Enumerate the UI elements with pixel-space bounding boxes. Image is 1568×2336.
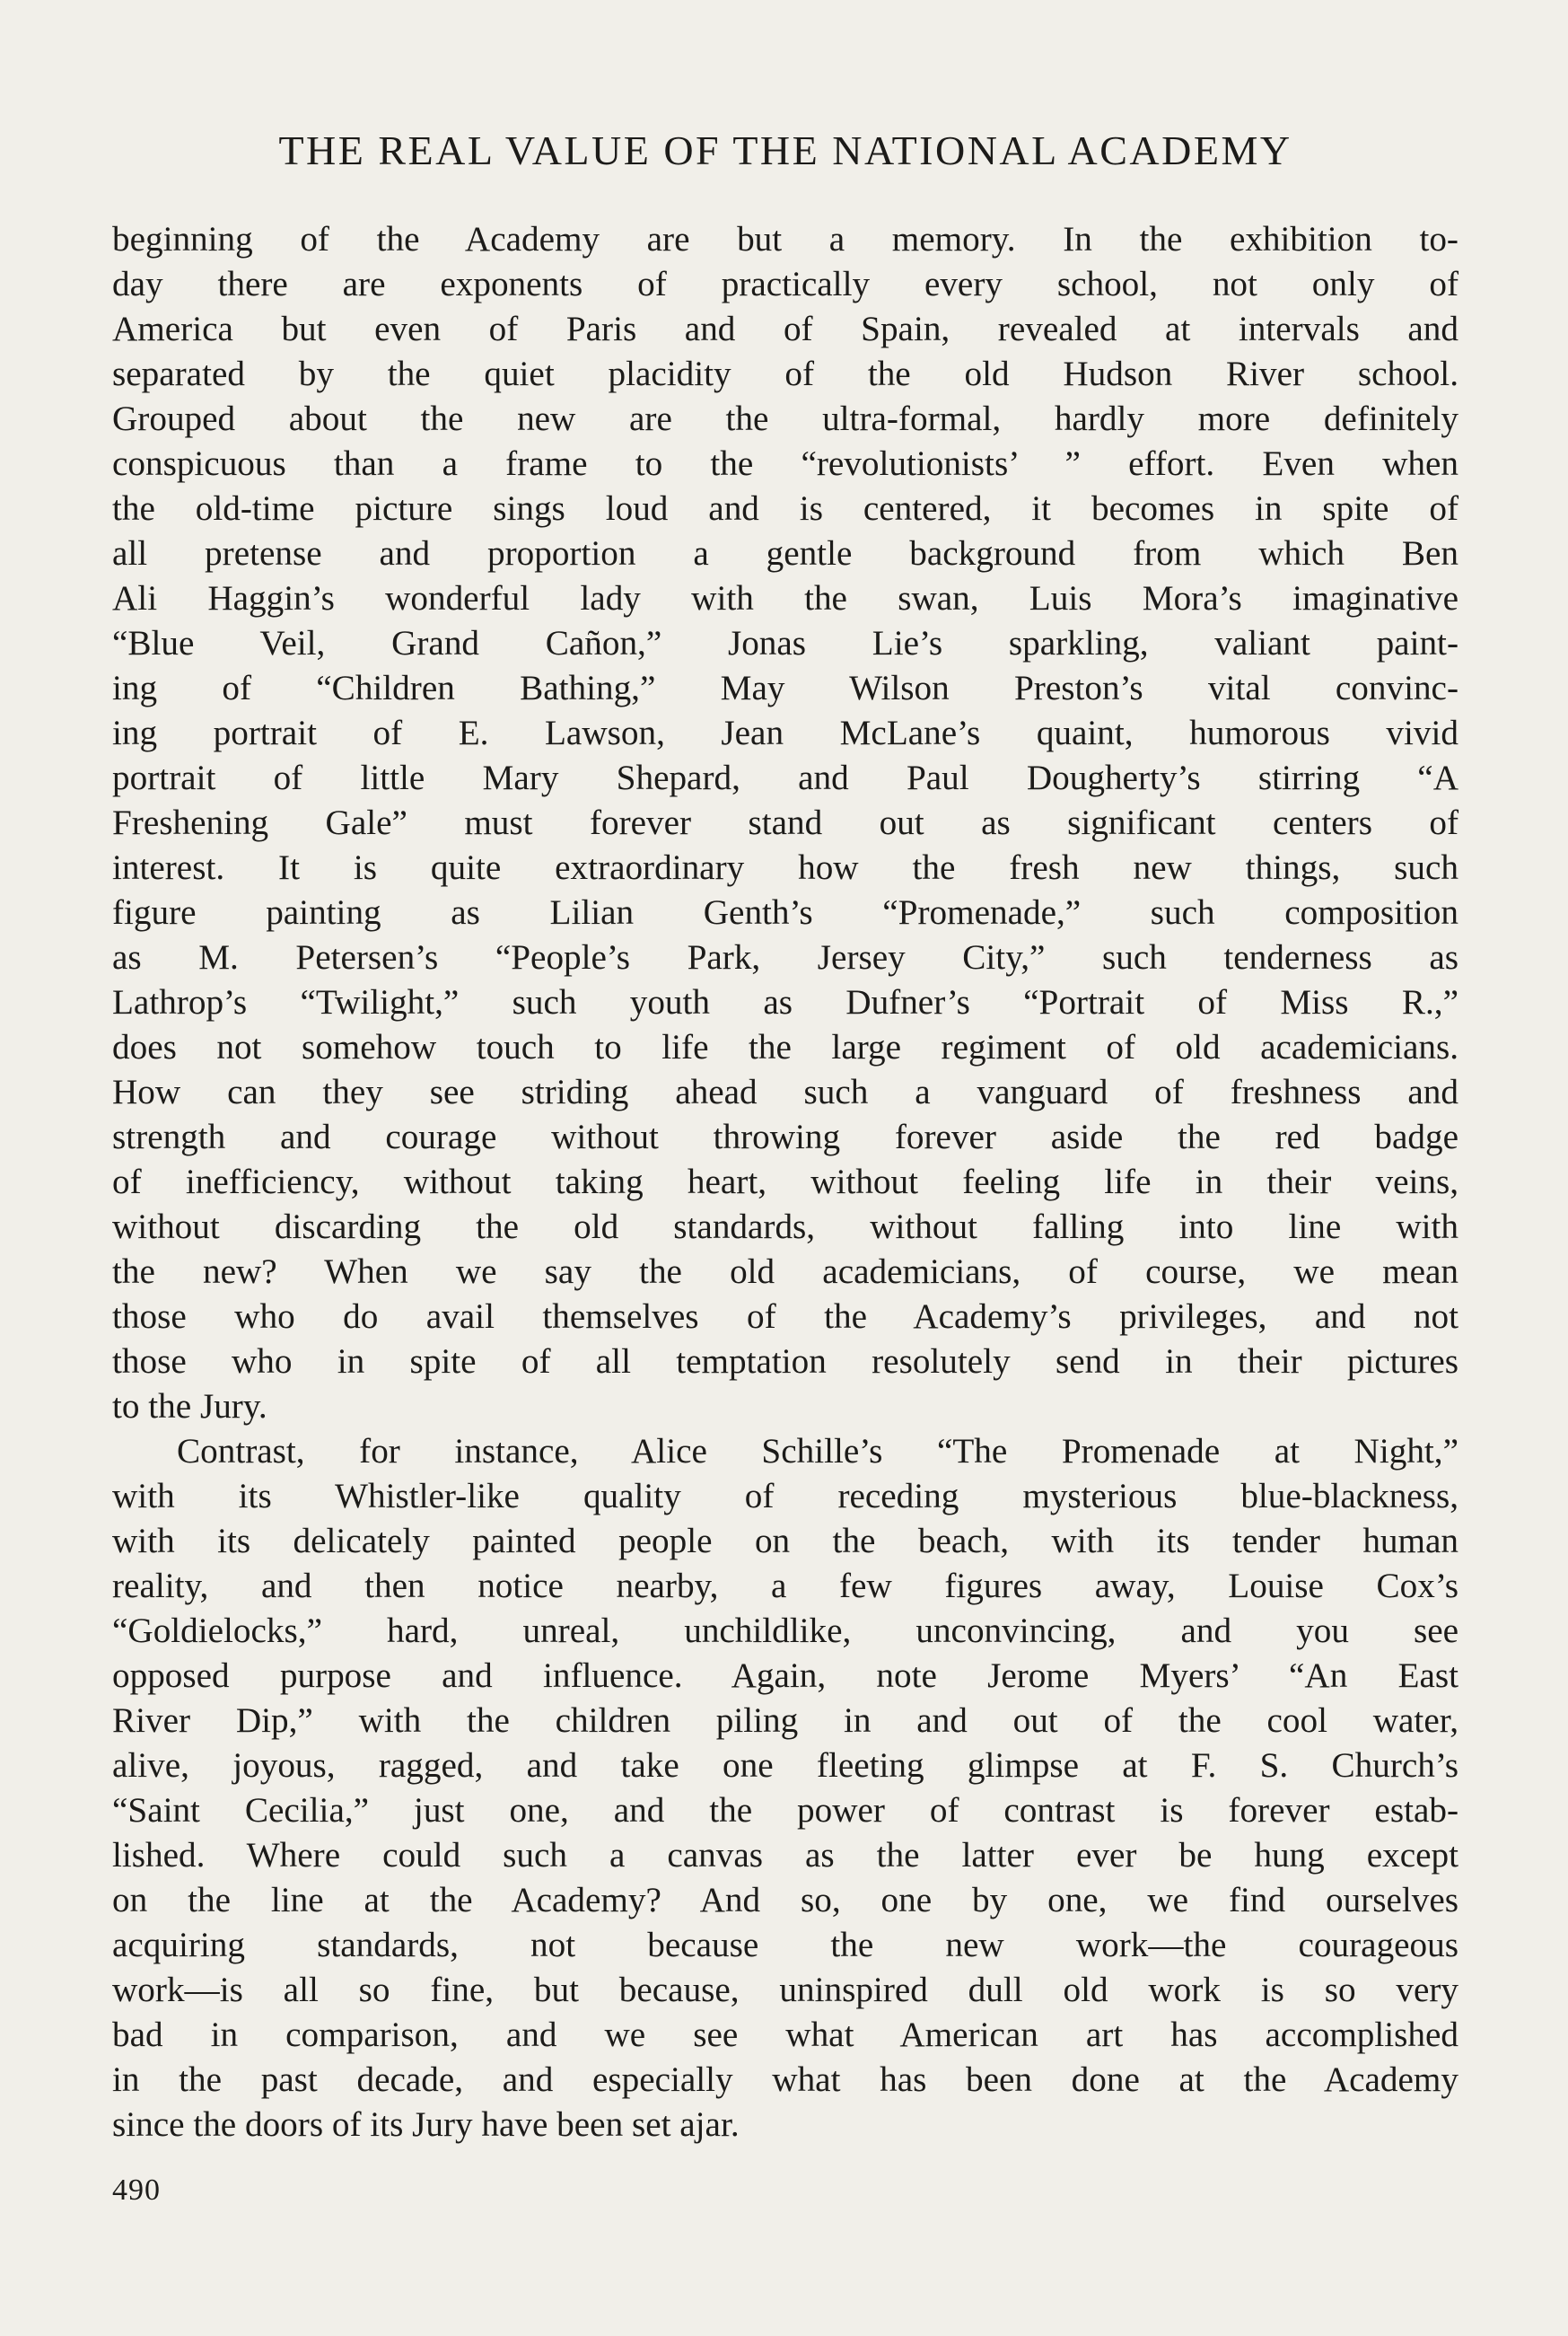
text-line: “Blue Veil, Grand Cañon,” Jonas Lie’s sparkling, valiant paint- — [112, 624, 1459, 663]
text-line: lished. Where could such a canvas as the latter ever be hung except — [112, 1836, 1459, 1875]
text-line: separated by the quiet placidity of the old Hudson River school. — [112, 355, 1459, 393]
text-line: day there are exponents of practically every school, not only of — [112, 265, 1459, 303]
paragraph-end-line: to the Jury. — [112, 1387, 267, 1426]
page-number: 490 — [112, 2174, 161, 2207]
text-line: ing of “Children Bathing,” May Wilson Preston’s vital convinc- — [112, 669, 1459, 707]
text-line: acquiring standards, not because the new work—the courageous — [112, 1926, 1459, 1964]
text-line: conspicuous than a frame to the “revolutionists’ ” effort. Even when — [112, 444, 1459, 483]
body-text — [112, 217, 1459, 2147]
text-line: portrait of little Mary Shepard, and Paul Dougherty’s stirring “A — [112, 759, 1459, 797]
paragraph-end-line: since the doors of its Jury have been set ajar. — [112, 2105, 740, 2144]
text-line: on the line at the Academy? And so, one by one, we find ourselves — [112, 1881, 1459, 1919]
text-line: in the past decade, and especially what has been done at the Academy — [112, 2060, 1459, 2099]
text-line: the old-time picture sings loud and is centered, it becomes in spite of — [112, 489, 1459, 528]
text-line: bad in comparison, and we see what American art has accomplished — [112, 2015, 1459, 2054]
text-line: alive, joyous, ragged, and take one fleeting glimpse at F. S. Church’s — [112, 1746, 1459, 1785]
text-line: those who do avail themselves of the Academy’s privileges, and not — [112, 1297, 1459, 1336]
text-line: without discarding the old standards, without falling into line with — [112, 1208, 1459, 1246]
text-line: of inefficiency, without taking heart, without feeling life in their veins, — [112, 1163, 1459, 1201]
text-line: opposed purpose and influence. Again, note Jerome Myers’ “An East — [112, 1656, 1459, 1695]
text-line: ing portrait of E. Lawson, Jean McLane’s quaint, humorous vivid — [112, 714, 1459, 752]
paragraph-first-line: Contrast, for instance, Alice Schille’s “The Promenade at Night,” — [177, 1432, 1459, 1471]
text-line: reality, and then notice nearby, a few figures away, Louise Cox’s — [112, 1567, 1459, 1605]
text-line: strength and courage without throwing forever aside the red badge — [112, 1118, 1459, 1156]
text-line: Freshening Gale” must forever stand out as significant centers of — [112, 804, 1459, 842]
text-line: interest. It is quite extraordinary how the fresh new things, such — [112, 848, 1459, 887]
text-line: with its delicately painted people on the beach, with its tender human — [112, 1522, 1459, 1560]
text-line: all pretense and proportion a gentle background from which Ben — [112, 534, 1459, 573]
text-line: “Goldielocks,” hard, unreal, unchildlike, unconvincing, and you see — [112, 1611, 1459, 1650]
text-line: Lathrop’s “Twilight,” such youth as Dufner’s “Portrait of Miss R.,” — [112, 983, 1459, 1022]
text-line: Grouped about the new are the ultra-formal, hardly more definitely — [112, 400, 1459, 438]
text-line: work—is all so fine, but because, uninspired dull old work is so very — [112, 1971, 1459, 2009]
text-line: “Saint Cecilia,” just one, and the power of contrast is forever estab- — [112, 1791, 1459, 1830]
text-line: with its Whistler-like quality of receding mysterious blue-blackness, — [112, 1477, 1459, 1515]
text-line: does not somehow touch to life the large regiment of old academicians. — [112, 1028, 1459, 1067]
text-line: figure painting as Lilian Genth’s “Promenade,” such composition — [112, 893, 1459, 932]
text-line: the new? When we say the old academicians, of course, we mean — [112, 1252, 1459, 1291]
running-head: THE REAL VALUE OF THE NATIONAL ACADEMY — [278, 127, 1292, 173]
text-line: How can they see striding ahead such a vanguard of freshness and — [112, 1073, 1459, 1111]
text-line: Ali Haggin’s wonderful lady with the swan, Luis Mora’s imaginative — [112, 579, 1459, 618]
text-line: as M. Petersen’s “People’s Park, Jersey City,” such tenderness as — [112, 938, 1459, 977]
text-line: America but even of Paris and of Spain, revealed at intervals and — [112, 310, 1459, 348]
text-line: River Dip,” with the children piling in and out of the cool water, — [112, 1701, 1459, 1740]
text-line: beginning of the Academy are but a memory. In the exhibition to- — [112, 220, 1459, 259]
text-line: those who in spite of all temptation resolutely send in their pictures — [112, 1342, 1459, 1381]
